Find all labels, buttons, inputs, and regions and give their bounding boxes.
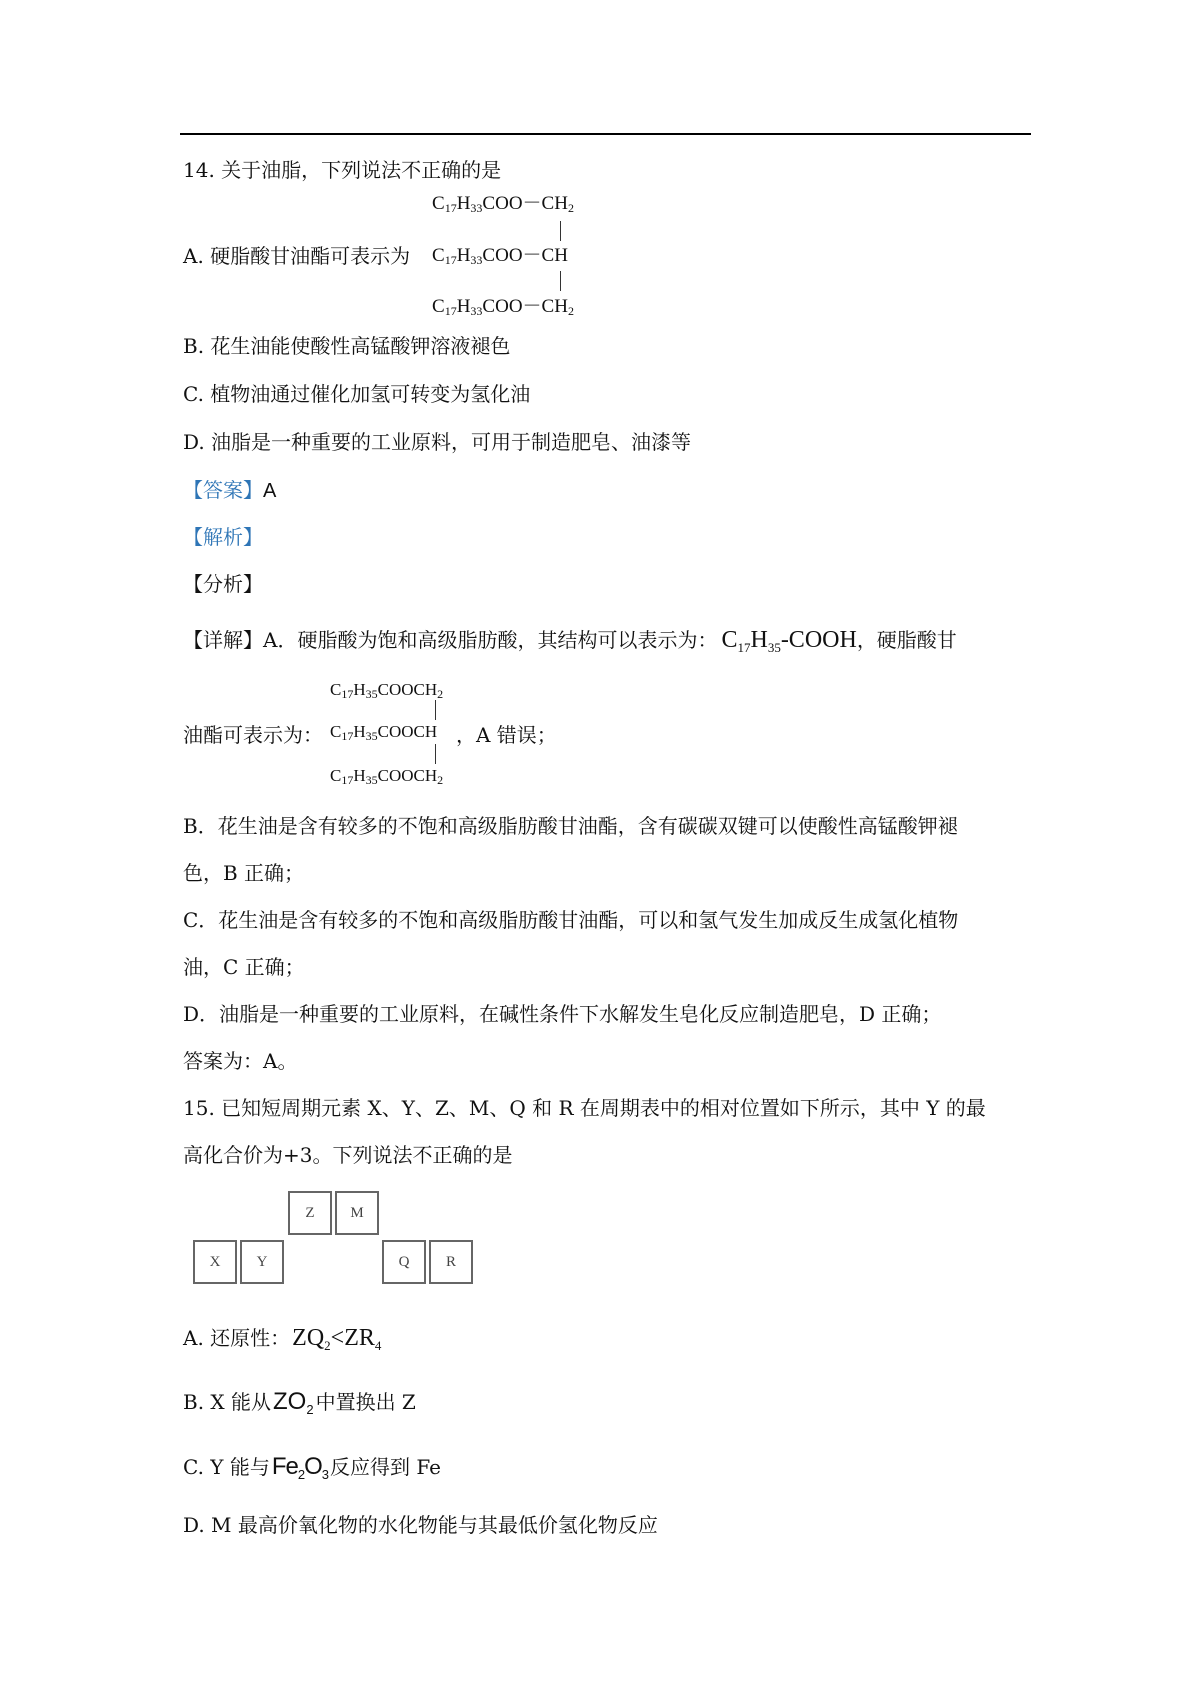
conclusion: 答案为：A。 [183, 1049, 298, 1073]
detail-line-2-label: 油酯可表示为： [183, 723, 323, 747]
bond-line [435, 744, 436, 764]
detail-formula-row-2: $C_{17}H_{35}COOCH$ [330, 722, 438, 743]
formula-row-3: $C_{17}H_{33}COO-CH_2$ [432, 296, 574, 318]
answer-label: 【答案】 [183, 478, 263, 502]
detail-d: D．油脂是一种重要的工业原料，在碱性条件下水解发生皂化反应制造肥皂，D 正确； [183, 1002, 942, 1026]
q14-option-a-label: A. 硬脂酸甘油酯可表示为 [183, 244, 411, 268]
answer-value: A [263, 480, 277, 502]
detail-c-2: 油，C 正确； [183, 955, 305, 979]
q15-option-d: D. M 最高价氧化物的水化物能与其最低价氢化物反应 [183, 1513, 658, 1537]
fenxi-label: 【分析】 [183, 572, 263, 596]
cell-z: Z [288, 1191, 332, 1235]
formula-row-2: $C_{17}H_{33}COO-CH$ [432, 245, 568, 267]
analysis-label: 【解析】 [183, 525, 263, 549]
bond-line [435, 700, 436, 720]
q14-stem: 14. 关于油脂，下列说法不正确的是 [183, 158, 502, 182]
cell-r: R [429, 1240, 473, 1284]
detail-line-2-suffix: ，A 错误； [456, 723, 557, 747]
q15-option-c: C. Y 能与$Fe_2O_3$ 反应得到 Fe [183, 1453, 442, 1482]
detail-b-1: B．花生油是含有较多的不饱和高级脂肪酸甘油酯，含有碳碳双键可以使酸性高锰酸钾褪 [183, 814, 958, 838]
cell-x: X [193, 1240, 237, 1284]
q15-option-a: A. 还原性：$ZQ_2<ZR_4$ [183, 1325, 382, 1353]
cell-y: Y [240, 1240, 284, 1284]
cell-q: Q [382, 1240, 426, 1284]
bond-line [560, 221, 561, 241]
cell-m: M [335, 1191, 379, 1235]
detail-formula-row-1: $C_{17}H_{35}COOCH_2$ [330, 680, 444, 701]
bond-line [560, 271, 561, 291]
detail-line-1: 【详解】A．硬脂酸为饱和高级脂肪酸，其结构可以表示为： $C_{17}H_{35}$-COOH，硬脂酸甘 [183, 627, 957, 655]
q14-option-b: B. 花生油能使酸性高锰酸钾溶液褪色 [183, 334, 511, 358]
q15-option-b: B. X 能从$ZO_2$ 中置换出 Z [183, 1388, 416, 1417]
q15-stem-1: 15. 已知短周期元素 X、Y、Z、M、Q 和 R 在周期表中的相对位置如下所示，其中 Y 的最 [183, 1096, 986, 1120]
answer-line [183, 477, 276, 504]
q15-stem-2: 高化合价为+3。下列说法不正确的是 [183, 1143, 513, 1167]
formula-row-1: $C_{17}H_{33}COO-CH_2$ [432, 193, 574, 215]
detail-formula-row-3: $C_{17}H_{35}COOCH_2$ [330, 766, 444, 787]
q14-option-c: C. 植物油通过催化加氢可转变为氢化油 [183, 382, 531, 406]
detail-c-1: C．花生油是含有较多的不饱和高级脂肪酸甘油酯，可以和氢气发生加成反生成氢化植物 [183, 908, 959, 932]
q14-option-d: D. 油脂是一种重要的工业原料，可用于制造肥皂、油漆等 [183, 430, 692, 454]
detail-b-2: 色，B 正确； [183, 861, 305, 885]
header-rule [180, 133, 1031, 135]
